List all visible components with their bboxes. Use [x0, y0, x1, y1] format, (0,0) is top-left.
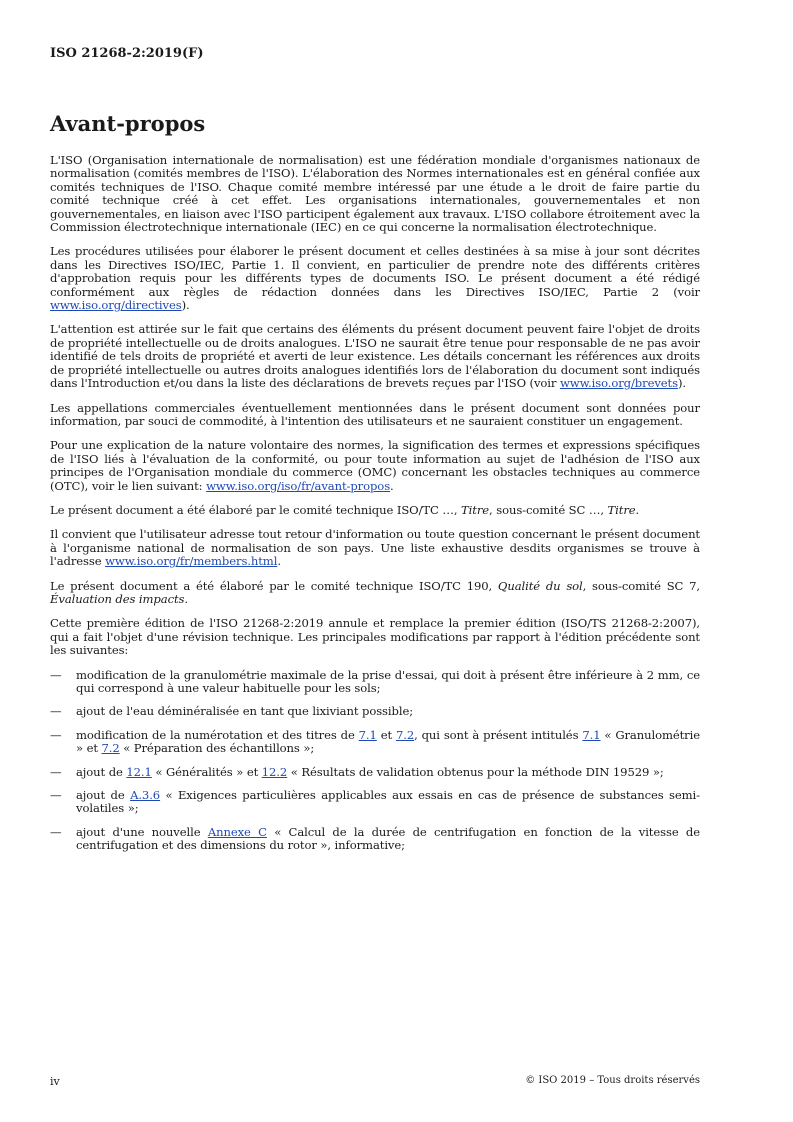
text-italic: Évaluation des impacts [50, 591, 185, 606]
list-dash: — [50, 824, 62, 839]
text-segment: ). [677, 376, 686, 391]
copyright-notice: © ISO 2019 – Tous droits réservés [525, 1075, 700, 1086]
text-segment: et [376, 727, 396, 742]
link-brevets[interactable]: www.iso.org/brevets [559, 376, 678, 391]
list-dash: — [50, 704, 62, 719]
paragraph-trade-names: Les appellations commerciales éventuellement mentionnées dans le présent document sont données pour information, par souci de commodité, à l'intention des utilisateurs et ne sauraient constituer un engagement. [50, 400, 700, 428]
text-italic: Titre [607, 502, 636, 517]
text-segment: Les procédures utilisées pour élaborer le présent document et celles destinées à sa mise à jour sont décrites dans les Directives ISO/IEC, Partie 1. Il convient, en particulier de prendre note des différents critères d'approbation requis pour les différents types de documents ISO. Le présent document a été rédigé conformément aux règles de rédaction données dans les Directives ISO/IEC, Partie 2 (voir [50, 244, 700, 299]
text-segment: Pour une explication de la nature volontaire des normes, la signification des termes et expressions spécifiques de l'ISO liés à l'évaluation de la conformité, ou pour toute information au sujet de l'adhésion de l'ISO aux principes de l'Organisation mondiale du commerce (OMC) concernant les obstacles techniques au commerce (OTC), voir le lien suivant: [50, 438, 700, 493]
text-segment: « Exigences particulières applicables aux essais en cas de présence de substances semi-volatiles »; [76, 788, 700, 816]
paragraph-feedback [50, 528, 700, 568]
text-segment: ). [181, 298, 190, 313]
list-dash: — [50, 727, 62, 742]
text-segment: Le présent document a été élaboré par le comité technique ISO/TC …, [50, 502, 462, 517]
text-segment: « Généralités » et [151, 764, 262, 779]
text-segment: modification de la granulométrie maximale de la prise d'essai, qui doit à présent être inférieure à 2 mm, ce qui correspond à une valeur habituelle pour les sols; [76, 667, 700, 695]
text-italic: Titre [461, 502, 490, 517]
list-item [50, 729, 700, 756]
text-segment: ajout de l'eau déminéralisée en tant que lixiviant possible; [76, 704, 414, 719]
text-segment: ajout d'une nouvelle [76, 824, 208, 839]
text-segment: « Résultats de validation obtenus pour la méthode DIN 19529 »; [287, 764, 664, 779]
text-segment: Le présent document a été élaboré par le comité technique ISO/TC 190, [50, 578, 498, 593]
link-avant-propos[interactable]: www.iso.org/iso/fr/avant-propos [206, 478, 391, 493]
link-clause-a-3-6[interactable]: A.3.6 [130, 788, 161, 803]
link-clause-7-1[interactable]: 7.1 [358, 727, 377, 742]
page-number: iv [50, 1075, 60, 1088]
list-item [50, 826, 700, 853]
paragraph-committee-template [50, 504, 700, 517]
page-title: Avant-propos [50, 111, 206, 136]
text-segment: , sous-comité SC …, [489, 502, 608, 517]
list-item [50, 766, 700, 779]
document-id: ISO 21268-2:2019(F) [50, 46, 204, 61]
text-segment: ajout de [76, 788, 131, 803]
list-item [50, 789, 700, 816]
link-clause-12-1[interactable]: 12.1 [126, 764, 152, 779]
paragraph-patents [50, 323, 700, 390]
changes-list [50, 669, 700, 853]
text-segment: L'attention est attirée sur le fait que certains des éléments du présent document peuvent faire l'objet de droits de propriété intellectuelle ou de droits analogues. L'ISO ne saurait être tenue pour responsable de ne pas avoir identifié de tels droits de propriété et averti de leur existence. Les détails concernant les références aux droits de propriété intellectuelle ou autres droits analogues identifiés lors de l'élaboration du document sont indiqués dans l'Introduction et/ou dans la liste des déclarations de brevets reçues par l'ISO (voir [50, 322, 700, 391]
link-directives[interactable]: www.iso.org/directives [50, 298, 182, 313]
list-item [50, 669, 700, 696]
list-dash: — [50, 667, 62, 682]
text-segment: « Préparation des échantillons »; [119, 741, 315, 756]
link-clause-7-2[interactable]: 7.2 [101, 741, 120, 756]
paragraph-committee [50, 580, 700, 607]
paragraph-procedures [50, 245, 700, 312]
link-clause-7-2[interactable]: 7.2 [395, 727, 415, 742]
paragraph-voluntary-nature [50, 439, 700, 493]
text-segment: , qui sont à présent intitulés [414, 727, 583, 742]
text-segment: . [277, 554, 281, 569]
link-members[interactable]: www.iso.org/fr/members.html [105, 554, 278, 569]
link-clause-7-1[interactable]: 7.1 [582, 727, 601, 742]
paragraph-edition: Cette première édition de l'ISO 21268-2:2019 annule et remplace la premier édition (ISO/TS 21268-2:2007), qui a fait l'objet d'une révision technique. Les principales modifications par rapport à l'édition précédente sont les suivantes: [50, 616, 700, 658]
text-segment: . [184, 591, 188, 606]
list-dash: — [50, 764, 62, 779]
foreword-body [50, 154, 700, 863]
link-annex-c[interactable]: Annexe C [207, 824, 267, 839]
text-italic: Qualité du sol [497, 578, 583, 593]
text-segment: « Calcul de la durée de centrifugation en fonction de la vitesse de centrifugation et des dimensions du rotor », informative; [76, 824, 701, 853]
text-segment: ajout de [76, 764, 127, 779]
link-clause-12-2[interactable]: 12.2 [261, 764, 288, 779]
text-segment: modification de la numérotation et des titres de [76, 727, 359, 742]
list-dash: — [50, 788, 62, 803]
text-segment: , sous-comité SC 7, [582, 578, 700, 593]
text-segment: . [635, 502, 640, 517]
text-segment: Il convient que l'utilisateur adresse tout retour d'information ou toute question concernant le présent document à l'organisme national de normalisation de son pays. Une liste exhaustive desdits organismes se trouve à l'adresse [50, 527, 700, 569]
list-item [50, 705, 700, 718]
text-segment: . [390, 478, 394, 493]
text-segment: « Granulométrie » et [76, 727, 700, 756]
paragraph-iso-intro: L'ISO (Organisation internationale de normalisation) est une fédération mondiale d'organismes nationaux de normalisation (comités membres de l'ISO). L'élaboration des Normes internationales est en général confiée aux comités techniques de l'ISO. Chaque comité membre intéressé par une étude a le droit de faire partie du comité technique créé à cet effet. Les organisations internationales, gouvernementales et non gouvernementales, en liaison avec l'ISO participent également aux travaux. L'ISO collabore étroitement avec la Commission électrotechnique internationale (IEC) en ce qui concerne la normalisation électrotechnique. [50, 153, 700, 235]
